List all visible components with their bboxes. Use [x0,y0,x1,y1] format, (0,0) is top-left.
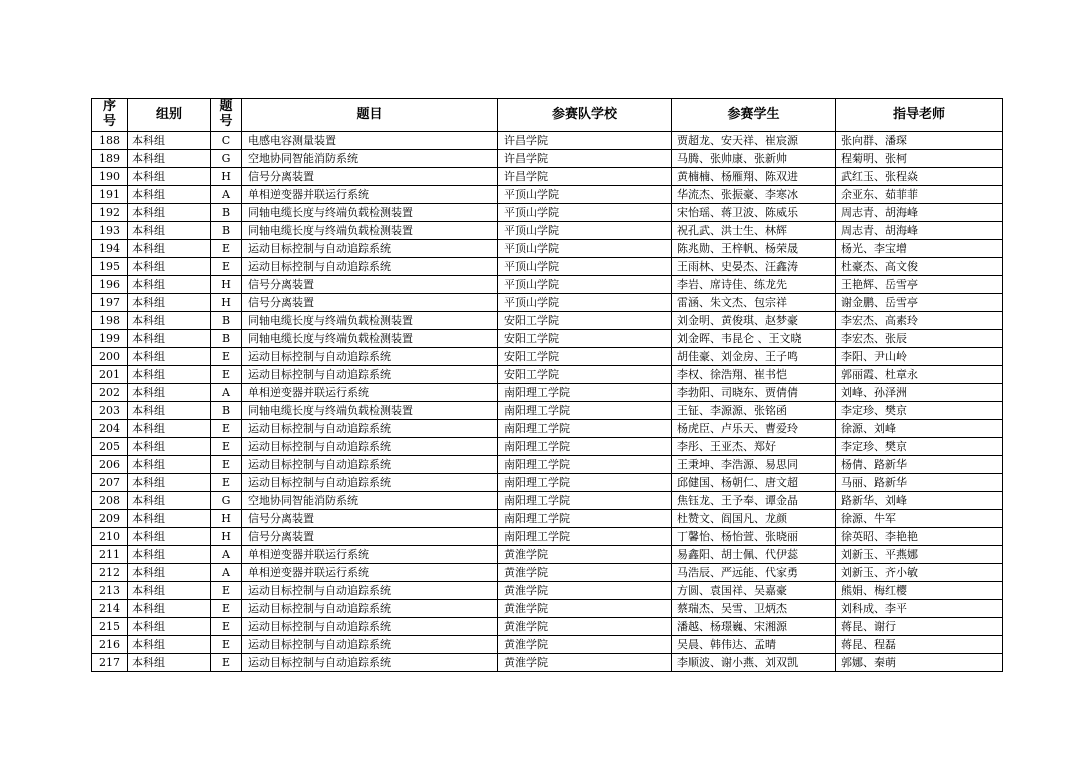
cell-students: 王秉坤、李浩源、易思同 [672,456,836,474]
cell-title: 信号分离装置 [242,276,498,294]
cell-students: 易鑫阳、胡士佩、代伊蕊 [672,546,836,564]
cell-group: 本科组 [128,510,211,528]
cell-teachers: 杨倩、路新华 [836,456,1003,474]
table-row [92,402,1003,420]
header-code-char-2: 号 [219,114,233,129]
cell-no: 190 [92,168,128,186]
cell-students: 马浩辰、严远能、代家勇 [672,564,836,582]
cell-school: 黄淮学院 [498,654,672,672]
cell-group: 本科组 [128,150,211,168]
header-students: 参赛学生 [672,99,836,132]
cell-students: 黄楠楠、杨雁翔、陈双进 [672,168,836,186]
cell-no: 212 [92,564,128,582]
cell-no: 204 [92,420,128,438]
cell-code: H [211,276,242,294]
header-code-char-1: 题 [219,99,233,115]
cell-code: H [211,168,242,186]
cell-code: E [211,258,242,276]
cell-teachers: 郭丽霞、杜章永 [836,366,1003,384]
cell-no: 208 [92,492,128,510]
cell-teachers: 徐英昭、李艳艳 [836,528,1003,546]
cell-teachers: 李宏杰、高素玲 [836,312,1003,330]
cell-students: 华流杰、张振豪、李寒冰 [672,186,836,204]
cell-group: 本科组 [128,240,211,258]
cell-students: 陈兆勋、王梓帆、杨荣晟 [672,240,836,258]
cell-students: 祝孔武、洪士生、林辉 [672,222,836,240]
cell-school: 黄淮学院 [498,600,672,618]
cell-school: 黄淮学院 [498,564,672,582]
cell-teachers: 杜豪杰、高文俊 [836,258,1003,276]
cell-school: 南阳理工学院 [498,528,672,546]
table-row [92,276,1003,294]
table-row [92,492,1003,510]
cell-school: 黄淮学院 [498,636,672,654]
cell-code: B [211,204,242,222]
table-row [92,168,1003,186]
cell-no: 211 [92,546,128,564]
header-title: 题目 [242,99,498,132]
cell-no: 201 [92,366,128,384]
cell-no: 217 [92,654,128,672]
cell-teachers: 徐源、牛军 [836,510,1003,528]
cell-school: 安阳工学院 [498,312,672,330]
cell-students: 李顺波、谢小燕、刘双凯 [672,654,836,672]
cell-group: 本科组 [128,474,211,492]
cell-code: G [211,492,242,510]
cell-no: 202 [92,384,128,402]
table-row [92,204,1003,222]
cell-teachers: 刘科成、李平 [836,600,1003,618]
cell-school: 南阳理工学院 [498,474,672,492]
cell-school: 许昌学院 [498,150,672,168]
cell-group: 本科组 [128,330,211,348]
cell-students: 胡佳豪、刘金房、王子鸣 [672,348,836,366]
cell-title: 运动目标控制与自动追踪系统 [242,258,498,276]
cell-code: E [211,636,242,654]
cell-students: 李岩、席诗佳、练龙先 [672,276,836,294]
cell-no: 189 [92,150,128,168]
table-row [92,456,1003,474]
cell-group: 本科组 [128,582,211,600]
cell-teachers: 蒋昆、谢行 [836,618,1003,636]
table-row [92,636,1003,654]
cell-no: 197 [92,294,128,312]
header-no-char-2: 号 [102,114,116,129]
cell-students: 杨虎臣、卢乐天、曹爱玲 [672,420,836,438]
cell-title: 同轴电缆长度与终端负载检测装置 [242,204,498,222]
table-row [92,348,1003,366]
cell-school: 安阳工学院 [498,330,672,348]
cell-title: 同轴电缆长度与终端负载检测装置 [242,222,498,240]
cell-no: 205 [92,438,128,456]
cell-teachers: 熊娟、梅红樱 [836,582,1003,600]
cell-students: 马腾、张帅康、张新帅 [672,150,836,168]
cell-students: 潘越、杨璟巍、宋湘源 [672,618,836,636]
table-row [92,600,1003,618]
table-row [92,384,1003,402]
cell-title: 运动目标控制与自动追踪系统 [242,420,498,438]
cell-group: 本科组 [128,204,211,222]
cell-students: 雷涵、朱文杰、包宗祥 [672,294,836,312]
cell-school: 许昌学院 [498,168,672,186]
table-row [92,528,1003,546]
cell-code: C [211,132,242,150]
cell-teachers: 王艳辉、岳雪亭 [836,276,1003,294]
cell-group: 本科组 [128,654,211,672]
cell-group: 本科组 [128,312,211,330]
cell-school: 平顶山学院 [498,222,672,240]
header-teachers: 指导老师 [836,99,1003,132]
cell-title: 单相逆变器并联运行系统 [242,186,498,204]
cell-students: 焦钰龙、王予奉、谭金晶 [672,492,836,510]
cell-school: 南阳理工学院 [498,510,672,528]
cell-students: 吴晨、韩伟达、孟晴 [672,636,836,654]
cell-code: E [211,240,242,258]
cell-teachers: 马丽、路新华 [836,474,1003,492]
cell-school: 南阳理工学院 [498,402,672,420]
cell-teachers: 周志青、胡海峰 [836,222,1003,240]
cell-school: 平顶山学院 [498,204,672,222]
cell-title: 信号分离装置 [242,510,498,528]
cell-code: E [211,420,242,438]
cell-school: 平顶山学院 [498,186,672,204]
cell-no: 203 [92,402,128,420]
cell-no: 196 [92,276,128,294]
cell-school: 南阳理工学院 [498,384,672,402]
cell-no: 199 [92,330,128,348]
cell-code: A [211,384,242,402]
table-row [92,420,1003,438]
cell-school: 黄淮学院 [498,618,672,636]
header-no-char-1: 序 [102,99,116,115]
cell-teachers: 蒋昆、程磊 [836,636,1003,654]
cell-teachers: 武红玉、张程焱 [836,168,1003,186]
cell-no: 207 [92,474,128,492]
cell-teachers: 徐源、刘峰 [836,420,1003,438]
cell-code: E [211,438,242,456]
results-table [91,98,1003,672]
cell-title: 运动目标控制与自动追踪系统 [242,474,498,492]
cell-code: G [211,150,242,168]
cell-school: 黄淮学院 [498,546,672,564]
cell-students: 李权、徐浩翔、崔书恺 [672,366,836,384]
cell-title: 同轴电缆长度与终端负载检测装置 [242,330,498,348]
cell-no: 206 [92,456,128,474]
cell-code: E [211,348,242,366]
cell-teachers: 李定珍、樊京 [836,438,1003,456]
cell-students: 贾超龙、安天祥、崔宸源 [672,132,836,150]
cell-teachers: 郭娜、秦萌 [836,654,1003,672]
cell-code: A [211,186,242,204]
cell-teachers: 杨光、李宝增 [836,240,1003,258]
cell-title: 运动目标控制与自动追踪系统 [242,618,498,636]
cell-school: 南阳理工学院 [498,438,672,456]
cell-group: 本科组 [128,132,211,150]
cell-title: 空地协同智能消防系统 [242,492,498,510]
cell-group: 本科组 [128,600,211,618]
cell-group: 本科组 [128,168,211,186]
table-row [92,510,1003,528]
cell-code: E [211,654,242,672]
cell-school: 平顶山学院 [498,258,672,276]
cell-school: 许昌学院 [498,132,672,150]
cell-teachers: 周志青、胡海峰 [836,204,1003,222]
cell-teachers: 路新华、刘峰 [836,492,1003,510]
cell-teachers: 刘新玉、齐小敏 [836,564,1003,582]
cell-no: 191 [92,186,128,204]
cell-group: 本科组 [128,276,211,294]
table-row [92,546,1003,564]
cell-group: 本科组 [128,366,211,384]
cell-group: 本科组 [128,258,211,276]
cell-no: 216 [92,636,128,654]
cell-code: H [211,510,242,528]
cell-title: 运动目标控制与自动追踪系统 [242,600,498,618]
cell-group: 本科组 [128,222,211,240]
cell-title: 运动目标控制与自动追踪系统 [242,654,498,672]
cell-school: 南阳理工学院 [498,492,672,510]
cell-students: 李勃阳、司晓东、贾倩倩 [672,384,836,402]
cell-group: 本科组 [128,456,211,474]
cell-students: 蔡瑞杰、吴雪、卫炳杰 [672,600,836,618]
cell-code: H [211,294,242,312]
cell-group: 本科组 [128,528,211,546]
cell-code: E [211,582,242,600]
cell-title: 运动目标控制与自动追踪系统 [242,636,498,654]
cell-title: 运动目标控制与自动追踪系统 [242,348,498,366]
cell-title: 信号分离装置 [242,294,498,312]
cell-no: 188 [92,132,128,150]
table-header [92,99,1003,132]
cell-school: 南阳理工学院 [498,456,672,474]
cell-group: 本科组 [128,636,211,654]
cell-title: 运动目标控制与自动追踪系统 [242,582,498,600]
cell-no: 213 [92,582,128,600]
cell-title: 信号分离装置 [242,528,498,546]
table-row [92,330,1003,348]
cell-code: E [211,600,242,618]
cell-students: 李彤、王亚杰、郑好 [672,438,836,456]
cell-title: 信号分离装置 [242,168,498,186]
cell-students: 方圆、袁国祥、吴嘉豪 [672,582,836,600]
table-row [92,438,1003,456]
cell-group: 本科组 [128,384,211,402]
header-school: 参赛队学校 [498,99,672,132]
cell-group: 本科组 [128,186,211,204]
cell-students: 王雨林、史晏杰、汪鑫涛 [672,258,836,276]
cell-school: 安阳工学院 [498,366,672,384]
table-row [92,294,1003,312]
cell-no: 215 [92,618,128,636]
cell-title: 电感电容测量装置 [242,132,498,150]
table-row [92,654,1003,672]
cell-title: 运动目标控制与自动追踪系统 [242,456,498,474]
cell-group: 本科组 [128,546,211,564]
cell-code: B [211,312,242,330]
cell-code: E [211,618,242,636]
cell-school: 安阳工学院 [498,348,672,366]
header-row [92,99,1003,132]
cell-no: 214 [92,600,128,618]
cell-title: 单相逆变器并联运行系统 [242,564,498,582]
cell-school: 平顶山学院 [498,294,672,312]
cell-title: 同轴电缆长度与终端负载检测装置 [242,402,498,420]
table-row [92,312,1003,330]
cell-no: 198 [92,312,128,330]
cell-title: 单相逆变器并联运行系统 [242,546,498,564]
cell-teachers: 谢金鹏、岳雪亭 [836,294,1003,312]
table-row [92,150,1003,168]
cell-group: 本科组 [128,618,211,636]
cell-title: 单相逆变器并联运行系统 [242,384,498,402]
cell-school: 平顶山学院 [498,240,672,258]
cell-title: 空地协同智能消防系统 [242,150,498,168]
cell-no: 192 [92,204,128,222]
table-row [92,186,1003,204]
cell-code: B [211,222,242,240]
table-row [92,582,1003,600]
table-row [92,618,1003,636]
cell-group: 本科组 [128,402,211,420]
cell-students: 宋怡瑶、蒋卫波、陈威乐 [672,204,836,222]
cell-code: E [211,474,242,492]
cell-group: 本科组 [128,492,211,510]
cell-teachers: 程菊明、张柯 [836,150,1003,168]
table-row [92,222,1003,240]
cell-teachers: 张向群、潘琛 [836,132,1003,150]
header-group: 组别 [128,99,211,132]
cell-no: 209 [92,510,128,528]
cell-code: H [211,528,242,546]
cell-students: 王钲、李源源、张铭函 [672,402,836,420]
header-no [92,99,128,132]
cell-teachers: 刘峰、孙泽洲 [836,384,1003,402]
cell-code: A [211,546,242,564]
cell-no: 200 [92,348,128,366]
cell-code: A [211,564,242,582]
cell-school: 南阳理工学院 [498,420,672,438]
cell-students: 杜赞文、阎国凡、龙颜 [672,510,836,528]
cell-students: 刘金明、黄俊琪、赵梦豪 [672,312,836,330]
table-row [92,258,1003,276]
cell-teachers: 李宏杰、张辰 [836,330,1003,348]
cell-title: 运动目标控制与自动追踪系统 [242,240,498,258]
cell-school: 平顶山学院 [498,276,672,294]
cell-code: B [211,402,242,420]
cell-title: 运动目标控制与自动追踪系统 [242,438,498,456]
table-body [92,132,1003,672]
cell-title: 同轴电缆长度与终端负载检测装置 [242,312,498,330]
cell-teachers: 李定珍、樊京 [836,402,1003,420]
table-row [92,564,1003,582]
cell-teachers: 刘新玉、平燕娜 [836,546,1003,564]
cell-title: 运动目标控制与自动追踪系统 [242,366,498,384]
cell-no: 210 [92,528,128,546]
header-code [211,99,242,132]
cell-code: E [211,456,242,474]
table-row [92,132,1003,150]
cell-students: 邱健国、杨朝仁、唐文超 [672,474,836,492]
cell-code: B [211,330,242,348]
table-row [92,366,1003,384]
cell-no: 194 [92,240,128,258]
cell-group: 本科组 [128,294,211,312]
cell-teachers: 余亚东、茹菲菲 [836,186,1003,204]
cell-group: 本科组 [128,564,211,582]
cell-group: 本科组 [128,438,211,456]
cell-students: 丁馨怡、杨怡萱、张晓丽 [672,528,836,546]
table-row [92,474,1003,492]
cell-code: E [211,366,242,384]
cell-teachers: 李阳、尹山岭 [836,348,1003,366]
cell-no: 193 [92,222,128,240]
cell-school: 黄淮学院 [498,582,672,600]
results-table-container [91,98,1003,672]
cell-group: 本科组 [128,348,211,366]
cell-no: 195 [92,258,128,276]
cell-students: 刘金晖、韦昆仑 、王文晓 [672,330,836,348]
cell-group: 本科组 [128,420,211,438]
table-row [92,240,1003,258]
